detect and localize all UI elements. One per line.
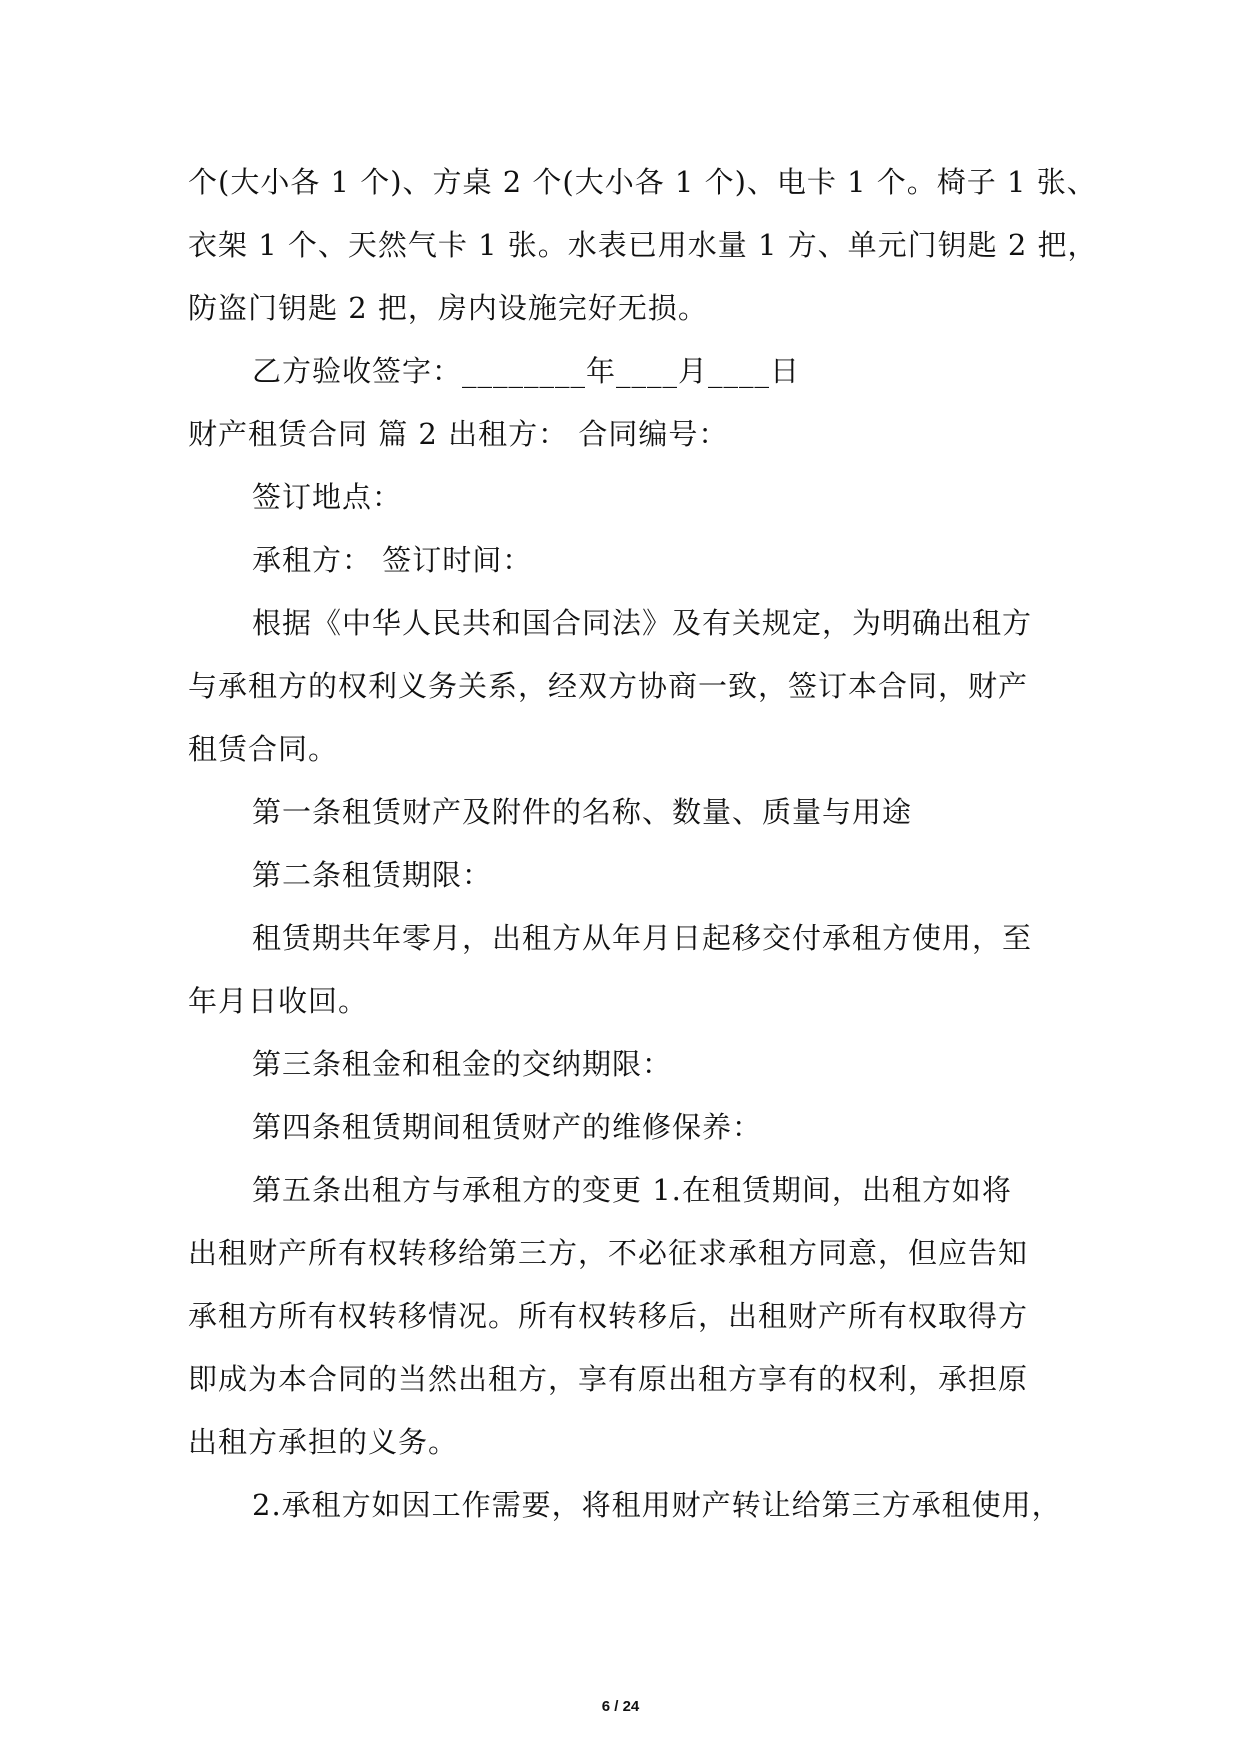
text-line: 根据《中华人民共和国合同法》及有关规定，为明确出租方 [252,606,1033,640]
clause-heading: 第三条租金和租金的交纳期限： [252,1047,673,1081]
text-line: 年月日收回。 [188,984,369,1018]
text-line: 租赁合同。 [188,732,339,766]
text-line: 与承租方的权利义务关系，经双方协商一致，签订本合同，财产 [188,669,1029,703]
clause-heading: 第四条租赁期间租赁财产的维修保养： [252,1110,763,1144]
clause-heading: 第二条租赁期限： [252,858,493,892]
signature-line: 乙方验收签字：________年____月____日 [252,354,801,388]
text-line: 租赁期共年零月，出租方从年月日起移交付承租方使用，至 [252,921,1033,955]
text-line: 2.承租方如因工作需要，将租用财产转让给第三方承租使用， [252,1488,1062,1522]
text-line: 出租财产所有权转移给第三方，不必征求承租方同意，但应告知 [188,1236,1029,1270]
clause-heading: 第一条租赁财产及附件的名称、数量、质量与用途 [252,795,913,829]
text-line: 承租方所有权转移情况。所有权转移后，出租财产所有权取得方 [188,1299,1029,1333]
text-line: 承租方： 签订时间： [252,543,533,577]
page-number: 6 / 24 [601,1698,640,1715]
text-line: 出租方承担的义务。 [188,1425,459,1459]
section-heading: 财产租赁合同 篇 2 出租方： 合同编号： [188,417,729,451]
text-line: 个(大小各 1 个)、方桌 2 个(大小各 1 个)、电卡 1 个。椅子 1 张、 [188,165,1097,199]
text-line: 签订地点： [252,480,403,514]
text-line: 即成为本合同的当然出租方，享有原出租方享有的权利，承担原 [188,1362,1029,1396]
text-line: 第五条出租方与承租方的变更 1.在租赁期间，出租方如将 [252,1173,1012,1207]
text-line: 防盗门钥匙 2 把，房内设施完好无损。 [188,291,708,325]
text-line: 衣架 1 个、天然气卡 1 张。水表已用水量 1 方、单元门钥匙 2 把， [188,228,1098,262]
